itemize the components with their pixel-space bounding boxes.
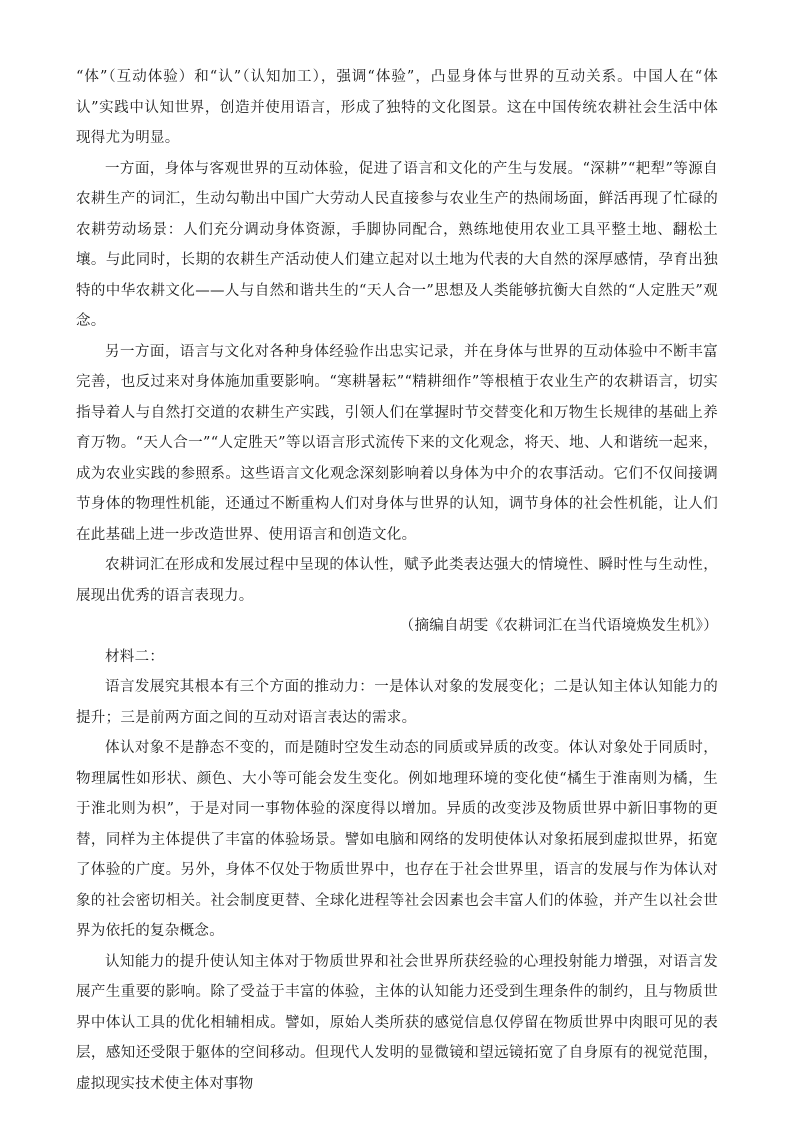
material-paragraph-drivers: 语言发展究其根本有三个方面的推动力：一是体认对象的发展变化；二是认知主体认知能力的提升；三是前两方面之间的互动对语言表达的需求。 xyxy=(76,679,718,726)
material-paragraph-cognition: 认知能力的提升使认知主体对于物质世界和社会世界所获经验的心理投射能力增强，对语言发展产生重要的影响。除了受益于丰富的体验，主体的认知能力还受到生理条件的制约，且与物质世界中体认工具的优化相辅相成。譬如，原始人类所获的感觉信息仅停留在物质世界中肉眼可见的表层，感知还受限于躯体的空间移动。但现代人发明的显微镜和望远镜拓宽了自身原有的视觉范围，虚拟现实技术使主体对事物 xyxy=(76,953,718,1092)
paragraph-conclusion: 农耕词汇在形成和发展过程中呈现的体认性，赋予此类表达强大的情境性、瞬时性与生动性，展现出优秀的语言表现力。 xyxy=(76,557,718,604)
material-paragraph-objects: 体认对象不是静态不变的，而是随时空发生动态的同质或异质的改变。体认对象处于同质时，物理属性如形状、颜色、大小等可能会发生变化。例如地理环境的变化使“橘生于淮南则为橘，生于淮北则为枳”，于是对同一事物体验的深度得以增加。异质的改变涉及物质世界中新旧事物的更替，同样为主体提供了丰富的体验场景。譬如电脑和网络的发明使体认对象拓展到虚拟世界，拓宽了体验的广度。另外，身体不仅处于物质世界中，也存在于社会世界里，语言的发展与作为体认对象的社会密切相关。社会制度更替、全球化进程等社会因素也会丰富人们的体验，并产生以社会世界为依托的复杂概念。 xyxy=(76,740,718,939)
material-two-heading: 材料二： xyxy=(105,648,165,665)
paragraph-one-hand: 一方面，身体与客观世界的互动体验，促进了语言和文化的产生与发展。“深耕”“耙犁”等源自农耕生产的词汇，生动勾勒出中国广大劳动人民直接参与农业生产的热闹场面，鲜活再现了忙碌的农耕劳动场景：人们充分调动身体资源，手脚协同配合，熟练地使用农业工具平整土地、翻松土壤。与此同时，长期的农耕生产活动使人们建立起对以土地为代表的大自然的深厚感情，孕育出独特的中华农耕文化——人与自然和谐共生的“天人合一”思想及人类能够抗衡大自然的“人定胜天”观念。 xyxy=(76,160,718,329)
citation: （摘编自胡雯《农耕词汇在当代语境焕发生机》） xyxy=(399,618,718,634)
paragraph-other-hand: 另一方面，语言与文化对各种身体经验作出忠实记录，并在身体与世界的互动体验中不断丰富完善，也反过来对身体施加重要影响。“寒耕暑耘”“精耕细作”等根植于农业生产的农耕语言，切实指导着人与自然打交道的农耕生产实践，引领人们在掌握时节交替变化和万物生长规律的基础上养育万物。“天人合一”“人定胜天”等以语言形式流传下来的文化观念，将天、地、人和谐统一起来，成为农业实践的参照系。这些语言文化观念深刻影响着以身体为中介的农事活动。它们不仅间接调节身体的物理性机能，还通过不断重构人们对身体与世界的认知，调节身体的社会性机能，让人们在此基础上进一步改造世界、使用语言和创造文化。 xyxy=(76,343,718,543)
document-page xyxy=(76,62,718,1099)
paragraph-intro-continuation: “体”（互动体验）和“认”（认知加工），强调“体验”，凸显身体与世界的互动关系。中国人在“体认”实践中认知世界，创造并使用语言，形成了独特的文化图景。这在中国传统农耕社会生活中体现得尤为明显。 xyxy=(76,69,718,146)
